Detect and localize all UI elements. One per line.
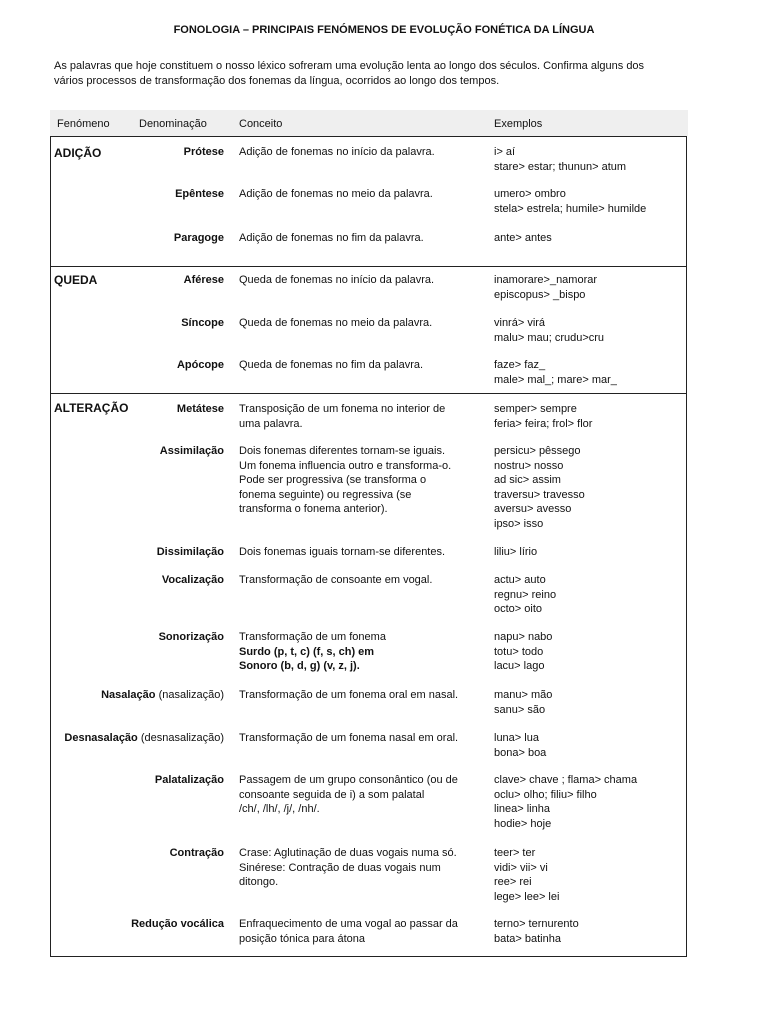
concept: Transformação de um fonema oral em nasal.	[239, 689, 459, 701]
header-exemplos: Exemplos	[494, 118, 543, 130]
denomination: Palatalização	[154, 774, 224, 786]
denomination: Desnasalação (desnasalização)	[64, 732, 224, 744]
examples: terno> ternurento bata> batinha	[494, 918, 579, 945]
concept: Transformação de um fonema Surdo (p, t, c) (f, s, ch) em Sonoro (b, d, g) (v, z, j).	[239, 631, 386, 672]
concept: Queda de fonemas no meio da palavra.	[239, 317, 433, 329]
examples: semper> sempre feria> feira; frol> flor	[494, 403, 593, 430]
intro-line-2: vários processos de transformação dos fonemas da língua, ocorridos ao longo dos tempos.	[54, 74, 500, 87]
denomination: Síncope	[181, 317, 224, 329]
examples: inamorare>_namorar episcopus> _bispo	[494, 274, 598, 301]
table-header	[50, 110, 688, 136]
concept: Transformação de consoante em vogal.	[239, 574, 433, 586]
examples: ante> antes	[494, 232, 552, 244]
examples: actu> auto regnu> reino octo> oito	[494, 574, 557, 615]
header-fenomeno: Fenómeno	[57, 118, 110, 130]
examples: faze> faz_ male> mal_; mare> mar_	[494, 359, 617, 386]
examples: teer> ter vidi> vii> vi ree> rei lege> lee> lei	[494, 847, 560, 903]
concept: Crase: Aglutinação de duas vogais numa só. Sinérese: Contração de duas vogais num ditongo.	[239, 847, 457, 888]
denomination: Aférese	[183, 274, 224, 286]
denomination: Sonorização	[158, 631, 224, 643]
concept: Dois fonemas iguais tornam-se diferentes.	[239, 546, 446, 558]
examples: i> aí stare> estar; thunun> atum	[494, 146, 627, 173]
denomination: Metátese	[176, 403, 224, 415]
denomination: Redução vocálica	[131, 918, 224, 930]
concept: Transposição de um fonema no interior de uma palavra.	[239, 403, 446, 430]
examples: persicu> pêssego nostru> nosso ad sic> assim traversu> travesso aversu> avesso ipso> isso	[494, 445, 585, 530]
concept: Enfraquecimento de uma vogal ao passar da posição tónica para átona	[239, 918, 458, 945]
denomination: Prótese	[183, 146, 224, 158]
group-label-adicao: ADIÇÃO	[54, 146, 102, 160]
denomination: Dissimilação	[156, 546, 224, 558]
examples: manu> mão sanu> são	[494, 689, 553, 716]
concept: Passagem de um grupo consonântico (ou de consoante seguida de i) a som palatal /ch/, /lh/, /j/, /nh/.	[239, 774, 458, 815]
examples: liliu> lírio	[494, 546, 538, 558]
concept: Adição de fonemas no meio da palavra.	[239, 188, 433, 200]
group-label-queda: QUEDA	[54, 273, 98, 287]
concept: Adição de fonemas no fim da palavra.	[239, 232, 424, 244]
denomination: Apócope	[176, 359, 224, 371]
intro-line-1: As palavras que hoje constituem o nosso léxico sofreram uma evolução lenta ao longo dos séculos. Confirma alguns dos	[54, 60, 645, 72]
header-conceito: Conceito	[239, 118, 283, 130]
concept: Adição de fonemas no início da palavra.	[239, 146, 435, 158]
header-denominacao: Denominação	[139, 118, 207, 130]
group-label-alteracao: ALTERAÇÃO	[54, 401, 129, 415]
denomination: Nasalação (nasalização)	[101, 689, 224, 701]
denomination: Contração	[169, 847, 224, 859]
concept: Dois fonemas diferentes tornam-se iguais. Um fonema influencia outro e transforma-o. Pode ser progressiva (se transforma o fonema seguinte) ou regressiva (se transforma o fonema anterior).	[239, 445, 452, 515]
concept: Queda de fonemas no início da palavra.	[239, 274, 435, 286]
page-title: FONOLOGIA – PRINCIPAIS FENÓMENOS DE EVOLUÇÃO FONÉTICA DA LÍNGUA	[173, 24, 595, 36]
denomination: Epêntese	[175, 188, 224, 200]
concept: Queda de fonemas no fim da palavra.	[239, 359, 424, 371]
examples: umero> ombro stela> estrela; humile> humilde	[494, 188, 647, 215]
denomination: Vocalização	[161, 574, 224, 586]
examples: vinrá> virá malu> mau; crudu>cru	[494, 317, 605, 344]
examples: luna> lua bona> boa	[494, 732, 547, 759]
denomination: Assimilação	[159, 445, 224, 457]
intro-paragraph	[54, 59, 694, 88]
examples: clave> chave ; flama> chama oclu> olho; filiu> filho linea> linha hodie> hoje	[494, 774, 638, 830]
examples: napu> nabo totu> todo lacu> lago	[494, 631, 553, 672]
denomination: Paragoge	[173, 232, 224, 244]
concept: Transformação de um fonema nasal em oral.	[239, 732, 459, 744]
